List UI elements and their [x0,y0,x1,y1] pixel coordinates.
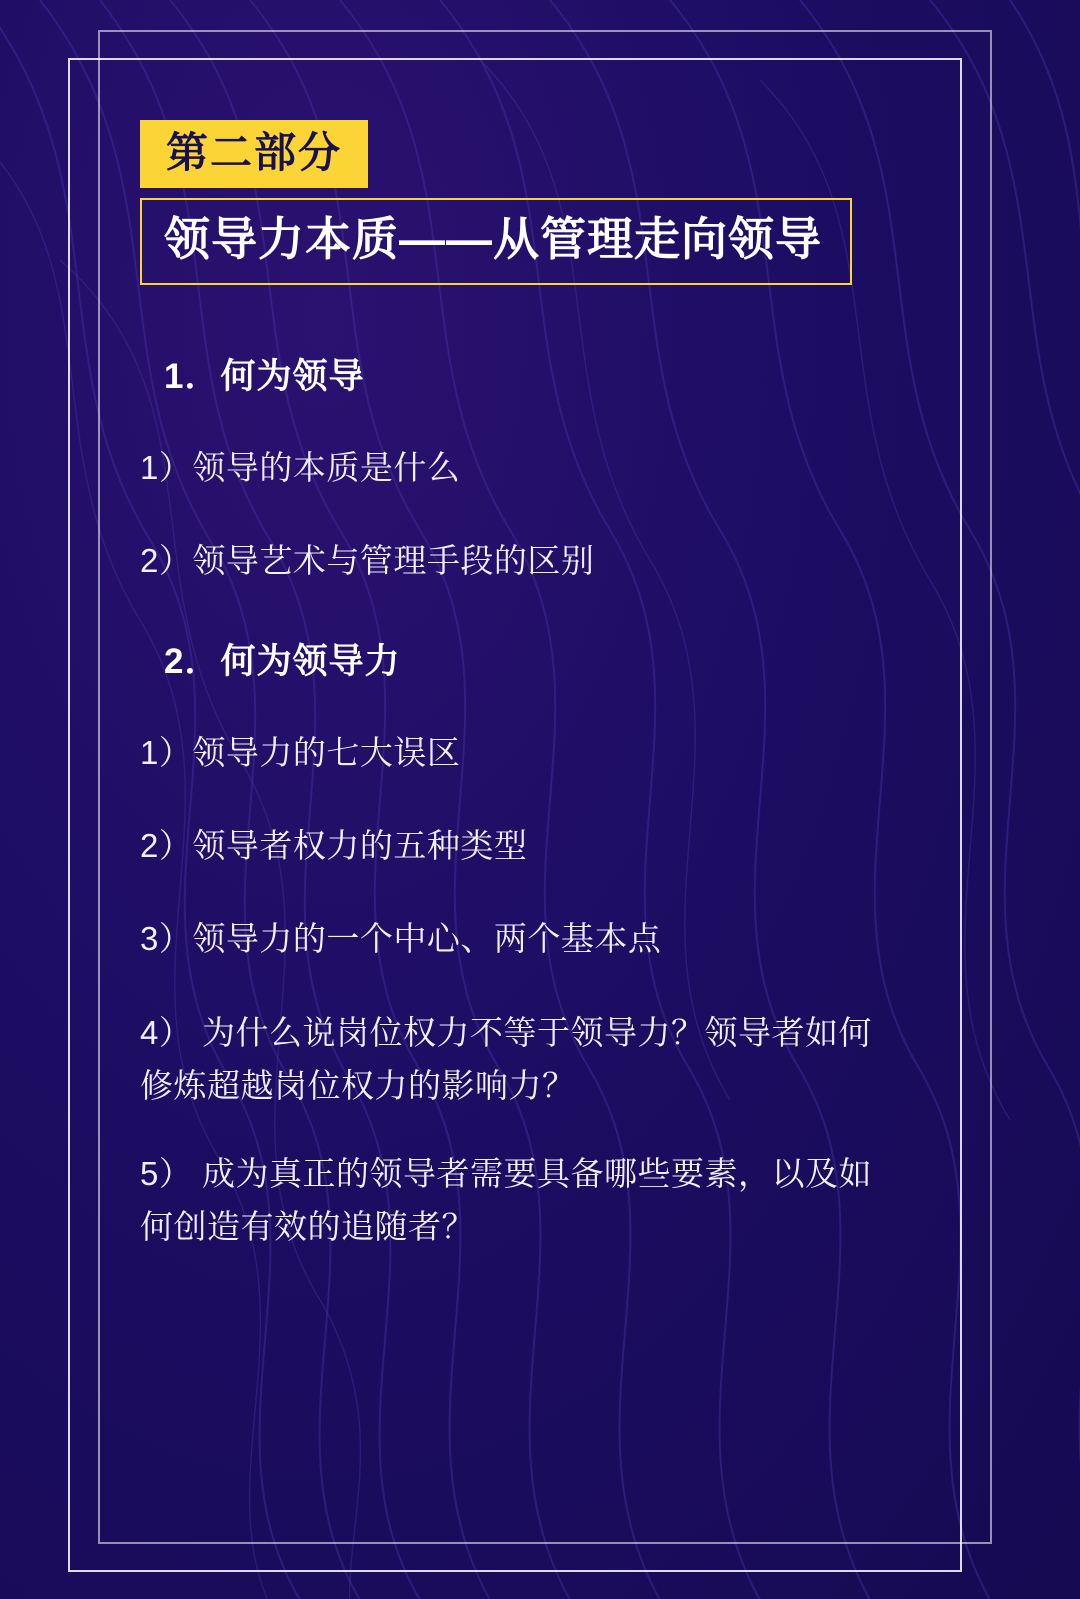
part-badge: 第二部分 [140,120,368,188]
poster-content [68,58,958,1568]
section-2 [140,634,900,1254]
list-item: 1）领导力的七大误区 [140,733,461,771]
list-item: 3）领导力的一个中心、两个基本点 [140,920,662,958]
section-1-heading: 1．何为领导 [164,356,365,396]
list-item: 2）领导艺术与管理手段的区别 [140,542,595,580]
section-1 [140,349,900,588]
page-title: 领导力本质——从管理走向领导 [164,213,822,265]
title-box [140,198,852,285]
list-item: 5） 成为真正的领导者需要具备哪些要素，以及如何创造有效的追随者？ [140,1154,873,1246]
section-2-heading: 2．何为领导力 [164,641,401,681]
list-item: 4） 为什么说岗位权力不等于领导力？领导者如何修炼超越岗位权力的影响力？ [140,1013,873,1105]
list-item: 2）领导者权力的五种类型 [140,826,528,864]
list-item: 1）领导的本质是什么 [140,448,461,486]
